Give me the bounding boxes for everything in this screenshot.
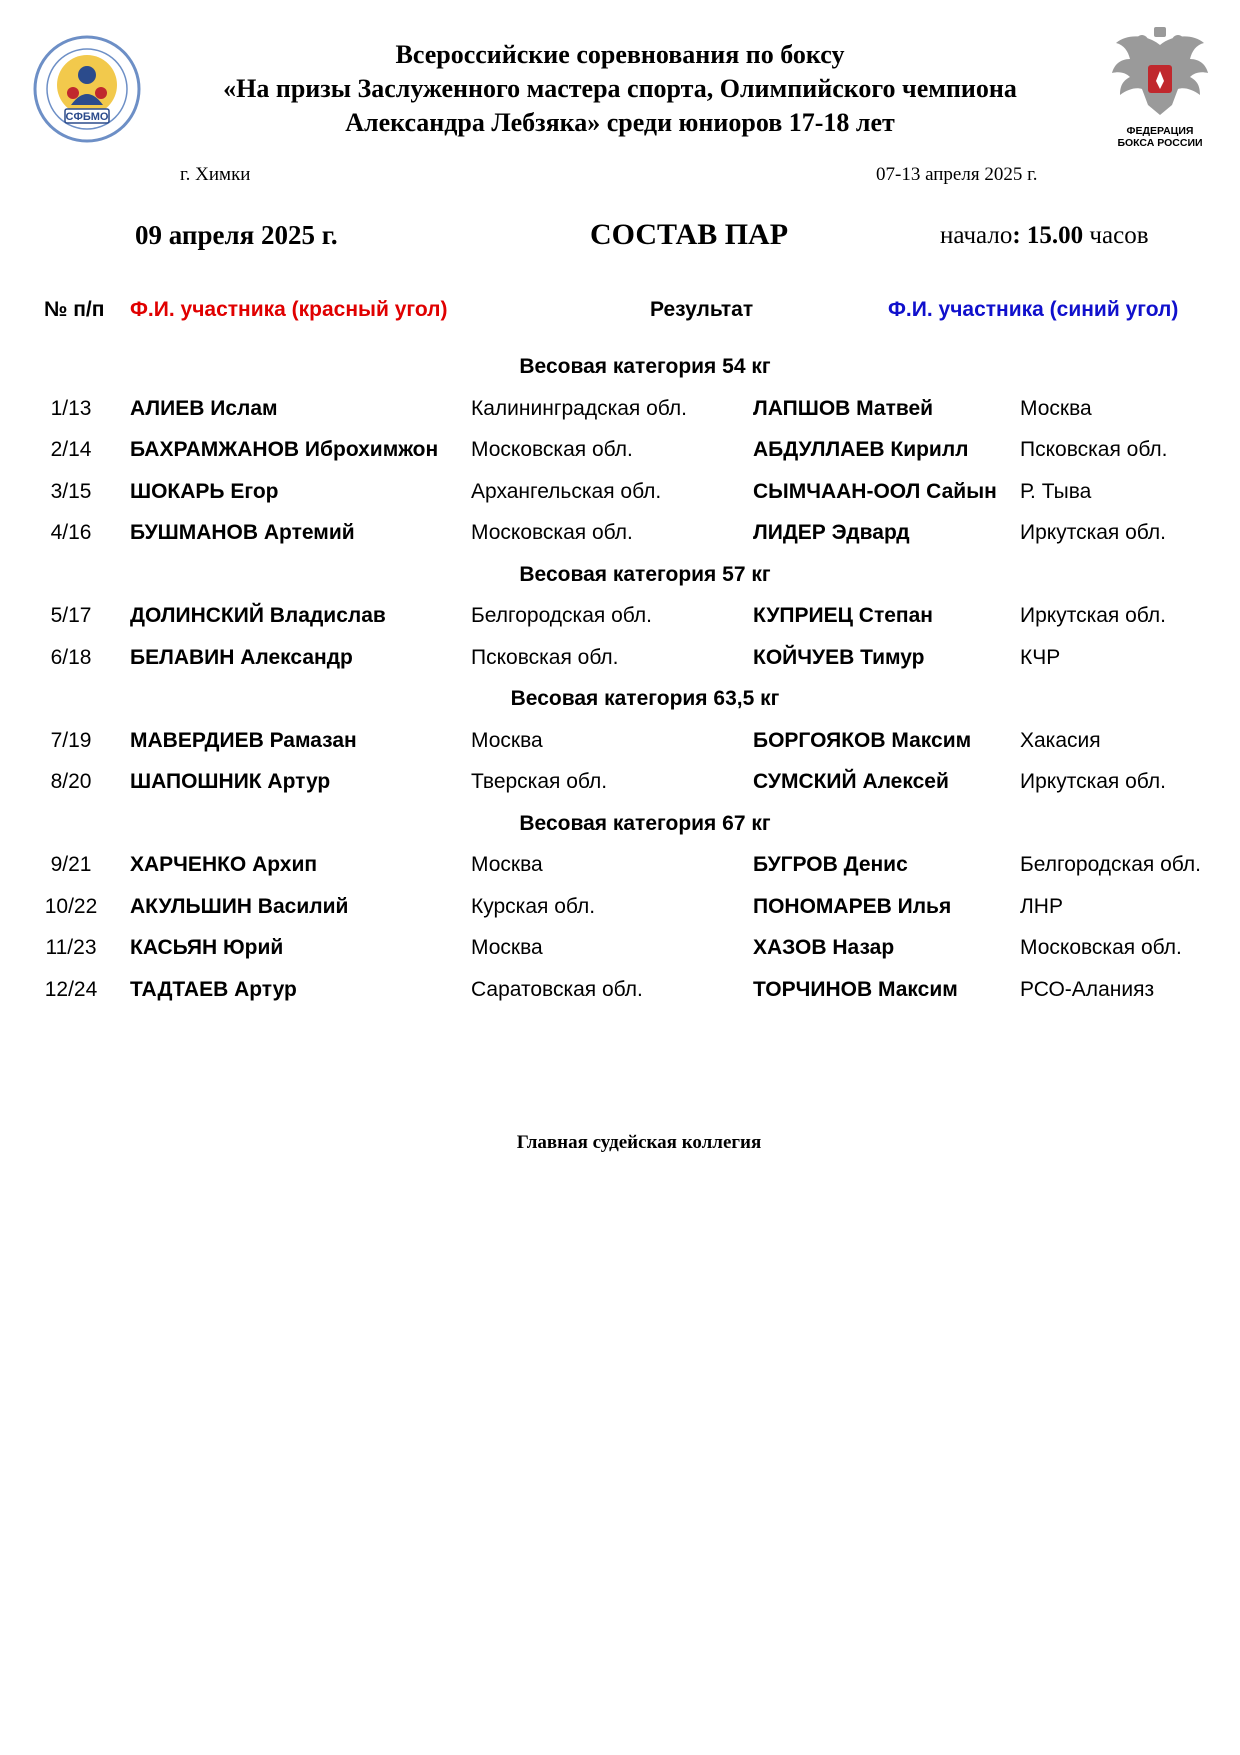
blue-corner-name: БУГРОВ Денис xyxy=(753,853,908,876)
pair-row xyxy=(0,886,1240,928)
blue-corner-region: ЛНР xyxy=(1020,894,1063,918)
pair-number: 9/21 xyxy=(50,853,92,876)
pair-number: 5/17 xyxy=(50,604,92,627)
pair-row xyxy=(0,637,1240,679)
blue-corner-region: Москва xyxy=(1020,396,1092,420)
pair-number: 2/14 xyxy=(50,438,92,461)
red-corner-name: ДОЛИНСКИЙ Владислав xyxy=(130,604,386,627)
title-line-2: «На призы Заслуженного мастера спорта, Олимпийского чемпиона xyxy=(223,74,1017,103)
session-date: 09 апреля 2025 г. xyxy=(135,220,338,250)
pair-row xyxy=(0,429,1240,471)
pair-row xyxy=(0,844,1240,886)
red-corner-region: Курская обл. xyxy=(471,894,596,918)
blue-corner-name: КУПРИЕЦ Степан xyxy=(753,604,933,627)
document-title: СОСТАВ ПАР xyxy=(590,218,789,251)
blue-corner-region: Иркутская обл. xyxy=(1020,521,1166,544)
pair-row xyxy=(0,512,1240,554)
red-corner-name: ХАРЧЕНКО Архип xyxy=(130,853,318,876)
pair-number: 1/13 xyxy=(50,396,92,420)
blue-corner-name: СЫМЧААН-ООЛ Сайын xyxy=(753,479,997,503)
competition-dates: 07-13 апреля 2025 г. xyxy=(876,164,1038,185)
weight-category-title: Весовая категория 63,5 кг xyxy=(510,687,780,710)
start-unit: часов xyxy=(1089,222,1149,249)
pairs-list xyxy=(0,346,1240,1010)
red-corner-region: Архангельская обл. xyxy=(471,479,662,503)
pair-number: 6/18 xyxy=(50,645,92,669)
start-time-value: : 15.00 xyxy=(1012,222,1084,249)
pair-number: 10/22 xyxy=(44,894,98,918)
blue-corner-region: Московская обл. xyxy=(1020,936,1182,959)
blue-corner-region: Иркутская обл. xyxy=(1020,770,1166,793)
sfbmo-logo xyxy=(33,35,141,143)
weight-category-title: Весовая категория 57 кг xyxy=(519,562,771,586)
blue-corner-region: Псковская обл. xyxy=(1020,438,1168,461)
red-corner-region: Москва xyxy=(471,853,543,876)
pair-row xyxy=(0,595,1240,637)
red-corner-region: Псковская обл. xyxy=(471,645,619,669)
weight-category-title: Весовая категория 67 кг xyxy=(519,811,771,835)
red-corner-region: Тверская обл. xyxy=(471,770,608,793)
red-corner-region: Московская обл. xyxy=(471,438,633,461)
blue-corner-name: ЛИДЕР Эдвард xyxy=(753,521,910,544)
blue-corner-name: АБДУЛЛАЕВ Кирилл xyxy=(753,438,969,461)
red-corner-name: МАВЕРДИЕВ Рамазан xyxy=(130,728,357,752)
red-corner-name: КАСЬЯН Юрий xyxy=(130,936,284,959)
pair-row xyxy=(0,761,1240,803)
red-corner-name: АКУЛЬШИН Василий xyxy=(130,894,349,918)
pair-row xyxy=(0,388,1240,430)
weight-category-title: Весовая категория 54 кг xyxy=(519,355,771,378)
blue-corner-region: Иркутская обл. xyxy=(1020,604,1166,627)
fbr-logo-text: ФЕДЕРАЦИЯ БОКСА РОССИИ xyxy=(1117,125,1203,149)
start-label: начало xyxy=(940,222,1013,249)
red-corner-region: Калининградская обл. xyxy=(471,396,687,420)
red-corner-name: ШАПОШНИК Артур xyxy=(130,770,331,793)
column-header-blue-corner: Ф.И. участника (синий угол) xyxy=(888,298,1179,321)
red-corner-name: АЛИЕВ Ислам xyxy=(130,396,278,420)
blue-corner-region: Хакасия xyxy=(1020,728,1101,752)
pair-row xyxy=(0,720,1240,762)
red-corner-name: ШОКАРЬ Егор xyxy=(130,479,279,503)
city: г. Химки xyxy=(180,164,251,185)
title-line-3: Александра Лебзяка» среди юниоров 17-18 лет xyxy=(345,108,895,137)
red-corner-region: Белгородская обл. xyxy=(471,604,652,627)
blue-corner-name: ПОНОМАРЕВ Илья xyxy=(753,894,952,918)
pair-number: 3/15 xyxy=(50,479,92,503)
blue-corner-region: РСО-Аланияз xyxy=(1020,977,1155,1001)
red-corner-region: Московская обл. xyxy=(471,521,633,544)
red-corner-region: Москва xyxy=(471,728,543,752)
blue-corner-region: Белгородская обл. xyxy=(1020,853,1201,876)
red-corner-name: БУШМАНОВ Артемий xyxy=(130,521,355,544)
pair-row xyxy=(0,969,1240,1011)
red-corner-region: Москва xyxy=(471,936,543,959)
fbr-logo xyxy=(1108,25,1212,153)
blue-corner-name: КОЙЧУЕВ Тимур xyxy=(753,645,925,669)
blue-corner-name: ХАЗОВ Назар xyxy=(753,936,895,959)
red-corner-name: БЕЛАВИН Александр xyxy=(130,645,353,669)
pair-number: 4/16 xyxy=(50,521,92,544)
title-line-1: Всероссийские соревнования по боксу xyxy=(395,40,845,69)
double-headed-eagle-icon xyxy=(1108,25,1212,123)
pair-number: 8/20 xyxy=(50,770,92,793)
pair-row xyxy=(0,927,1240,969)
blue-corner-name: СУМСКИЙ Алексей xyxy=(753,770,949,793)
column-header-number: № п/п xyxy=(44,298,105,321)
pair-number: 11/23 xyxy=(45,936,97,959)
blue-corner-region: Р. Тыва xyxy=(1020,479,1092,503)
pair-number: 12/24 xyxy=(44,977,98,1001)
sfbmo-logo-text: СФБМО xyxy=(65,111,109,123)
red-corner-region: Саратовская обл. xyxy=(471,977,643,1001)
start-time xyxy=(940,222,1149,250)
blue-corner-name: БОРГОЯКОВ Максим xyxy=(753,728,972,752)
column-header-result: Результат xyxy=(650,298,754,321)
red-corner-name: ТАДТАЕВ Артур xyxy=(130,977,297,1001)
competition-title xyxy=(170,38,1070,140)
pair-number: 7/19 xyxy=(50,728,92,752)
blue-corner-region: КЧР xyxy=(1020,645,1061,669)
blue-corner-name: ТОРЧИНОВ Максим xyxy=(753,977,958,1001)
red-corner-name: БАХРАМЖАНОВ Иброхимжон xyxy=(130,438,439,461)
judges-signature: Главная судейская коллегия xyxy=(516,1132,762,1153)
column-header-red-corner: Ф.И. участника (красный угол) xyxy=(130,298,448,321)
blue-corner-name: ЛАПШОВ Матвей xyxy=(753,396,934,420)
pair-row xyxy=(0,471,1240,513)
